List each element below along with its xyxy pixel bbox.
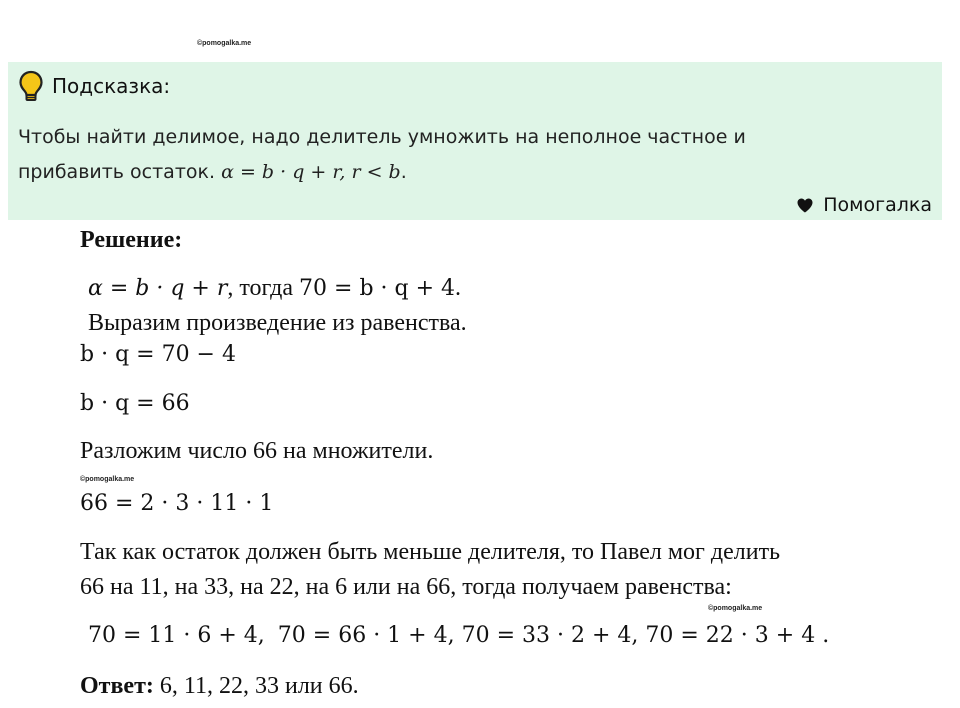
- hint-text-prefix: прибавить остаток.: [18, 161, 216, 183]
- watermark-middle: ©pomogalka.me: [80, 476, 135, 483]
- hint-box: [8, 62, 942, 220]
- hint-title: Подсказка:: [52, 74, 171, 98]
- equation-5: 70 = 66 · 1 + 4,: [277, 623, 455, 648]
- heart-icon: [797, 198, 813, 213]
- formula-substituted: 70 = b · q + 4: [299, 276, 456, 301]
- hint-formula: α = b · q + r, r < b: [221, 161, 401, 183]
- solution-line5: 66 на 11, на 33, на 22, на 6 или на 66, тогда получаем равенства:: [80, 574, 732, 600]
- equation-1: b · q = 70 − 4: [80, 342, 236, 367]
- equation-2: b · q = 66: [80, 391, 190, 416]
- answer-label: Ответ:: [80, 673, 154, 699]
- hint-text-line2: [18, 155, 918, 190]
- solution-line2: Выразим произведение из равенства.: [88, 310, 467, 336]
- watermark-bottom: ©pomogalka.me: [708, 605, 763, 612]
- hint-text: [18, 120, 918, 190]
- answer: [80, 673, 359, 700]
- formula-general: α = b · q + r: [88, 276, 228, 301]
- line1-mid: , тогда: [227, 275, 300, 301]
- solution-line3: Разложим число 66 на множители.: [80, 438, 434, 464]
- equation-3: 66 = 2 · 3 · 11 · 1: [80, 491, 274, 516]
- solution-line1: [88, 275, 461, 302]
- hint-text-line1: Чтобы найти делимое, надо делитель умножить на неполное частное и: [18, 126, 746, 148]
- hint-header: [18, 70, 170, 102]
- brand: [797, 194, 932, 216]
- lightbulb-icon: [18, 70, 44, 102]
- equations-end: .: [822, 623, 830, 648]
- hint-formula-end: .: [400, 161, 407, 183]
- equation-4: 70 = 11 · 6 + 4,: [88, 623, 265, 648]
- equation-7: 70 = 22 · 3 + 4: [645, 623, 816, 648]
- answer-text: 6, 11, 22, 33 или 66.: [159, 673, 359, 699]
- line1-end: .: [455, 275, 462, 301]
- solution-line4: Так как остаток должен быть меньше делителя, то Павел мог делить: [80, 539, 781, 565]
- equation-6: 70 = 33 · 2 + 4,: [461, 623, 639, 648]
- solution-heading: Решение:: [80, 227, 183, 253]
- watermark-top: ©pomogalka.me: [197, 40, 252, 47]
- equations-row: [88, 623, 829, 648]
- brand-label: Помогалка: [823, 194, 932, 216]
